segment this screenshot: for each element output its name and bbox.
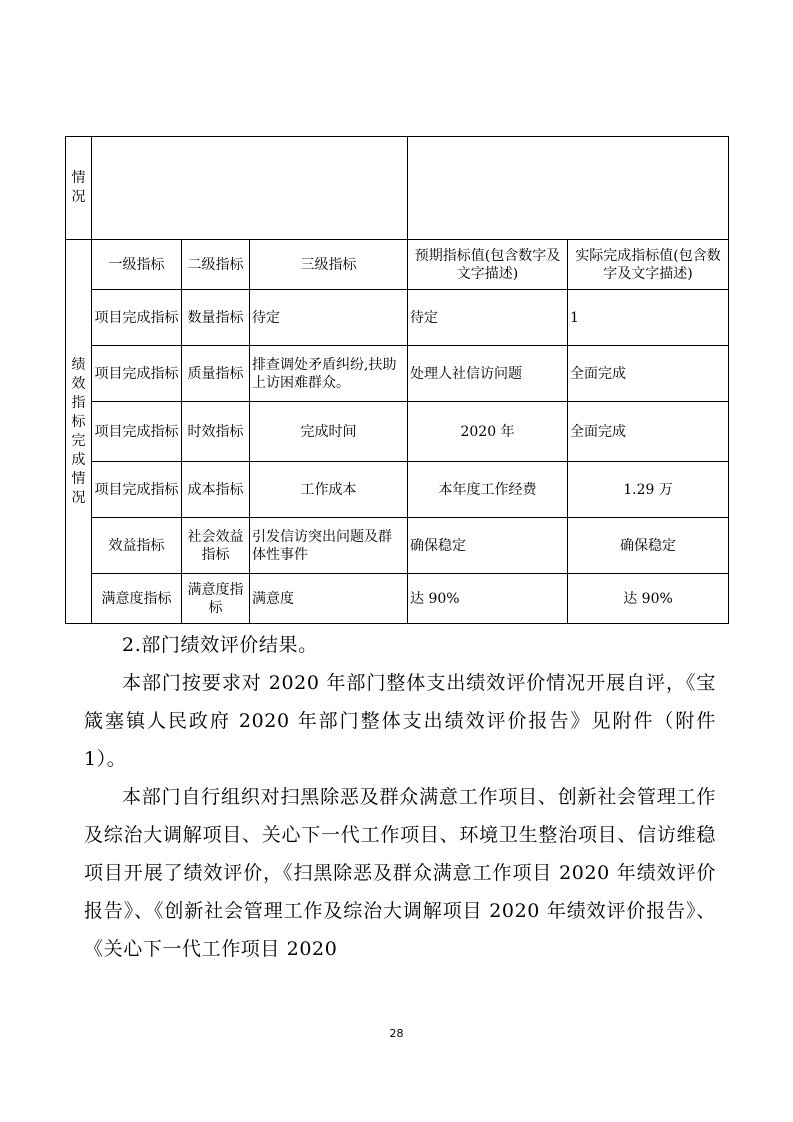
header-expected: 预期指标值(包含数字及文字描述) (408, 240, 568, 290)
indicators-side-label: 绩效指标完成情况 (71, 356, 86, 506)
header-level3: 三级指标 (250, 240, 408, 290)
header-level2: 二级指标 (182, 240, 250, 290)
cell-level2: 数量指标 (182, 290, 250, 346)
cell-level3: 工作成本 (250, 462, 408, 518)
cell-level2: 社会效益指标 (182, 518, 250, 574)
table-row (66, 402, 729, 462)
status-content-left (92, 137, 408, 240)
cell-level3: 排查调处矛盾纠纷,扶助上访困难群众。 (250, 346, 408, 402)
section-heading: 2.部门绩效评价结果。 (122, 634, 318, 656)
cell-level1: 效益指标 (92, 518, 182, 574)
table-row (66, 574, 729, 624)
cell-level2: 时效指标 (182, 402, 250, 462)
table-row (66, 518, 729, 574)
cell-expected: 处理人社信访问题 (408, 346, 568, 402)
cell-level1: 满意度指标 (92, 574, 182, 624)
cell-level3: 完成时间 (250, 402, 408, 462)
cell-actual: 确保稳定 (568, 518, 729, 574)
cell-actual: 全面完成 (568, 402, 729, 462)
cell-expected: 本年度工作经费 (408, 462, 568, 518)
cell-level2: 满意度指标 (182, 574, 250, 624)
cell-level1: 项目完成指标 (92, 290, 182, 346)
table-row (66, 346, 729, 402)
status-side-cell (66, 137, 92, 240)
cell-expected: 确保稳定 (408, 518, 568, 574)
cell-actual: 达 90% (568, 574, 729, 624)
table-row (66, 290, 729, 346)
status-row (66, 137, 729, 240)
cell-expected: 达 90% (408, 574, 568, 624)
cell-level1: 项目完成指标 (92, 462, 182, 518)
cell-level2: 质量指标 (182, 346, 250, 402)
cell-level1: 项目完成指标 (92, 402, 182, 462)
cell-level3: 满意度 (250, 574, 408, 624)
paragraph-self-evaluation: 本部门按要求对 2020 年部门整体支出绩效评价情况开展自评，《宝箴塞镇人民政府 2020 年部门整体支出绩效评价报告》见附件（附件 1）。 (84, 672, 716, 770)
cell-expected: 待定 (408, 290, 568, 346)
status-side-label: 情况 (71, 170, 86, 205)
cell-level2: 成本指标 (182, 462, 250, 518)
header-level1: 一级指标 (92, 240, 182, 290)
status-content-right (408, 137, 729, 240)
cell-level3: 待定 (250, 290, 408, 346)
paragraph-project-evaluation: 本部门自行组织对扫黑除恶及群众满意工作项目、创新社会管理工作及综治大调解项目、关心下一代工作项目、环境卫生整治项目、信访维稳项目开展了绩效评价，《扫黑除恶及群众满意工作项目 2020 年绩效评价报告》、《创新社会管理工作及综治大调解项目 2020 年绩效评价报告》、《关心下一代工作项目 2020 (84, 786, 716, 960)
indicators-side-cell (66, 240, 92, 624)
table-row (66, 462, 729, 518)
performance-table (65, 136, 729, 624)
cell-actual: 全面完成 (568, 346, 729, 402)
cell-level1: 项目完成指标 (92, 346, 182, 402)
header-row (66, 240, 729, 290)
page-number: 28 (389, 1027, 404, 1040)
cell-level3: 引发信访突出问题及群体性事件 (250, 518, 408, 574)
cell-expected: 2020 年 (408, 402, 568, 462)
cell-actual: 1 (568, 290, 729, 346)
header-actual: 实际完成指标值(包含数字及文字描述) (568, 240, 729, 290)
body-text (84, 626, 716, 968)
cell-actual: 1.29 万 (568, 462, 729, 518)
